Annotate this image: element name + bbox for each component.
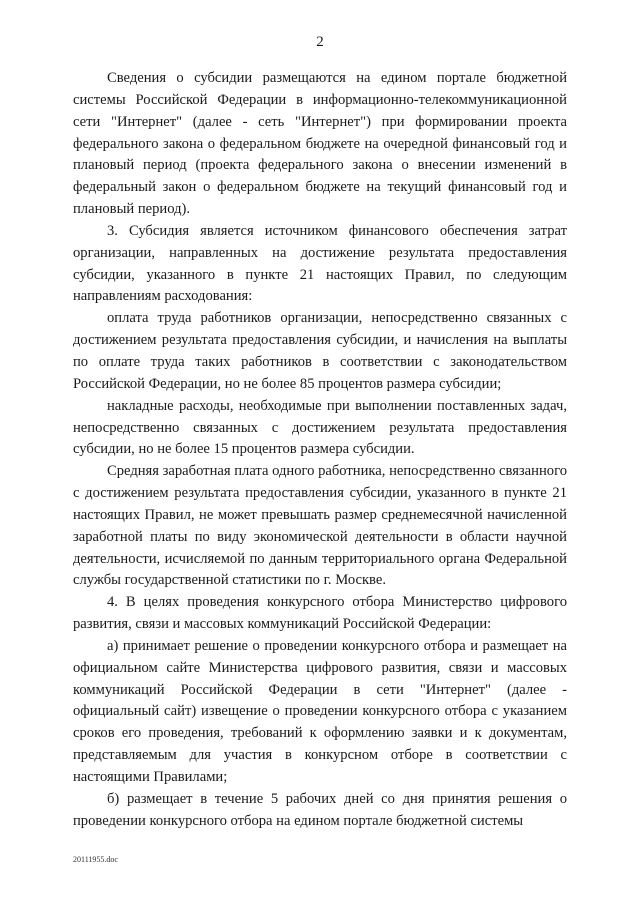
footer-file-name: 20111955.doc bbox=[73, 855, 118, 864]
paragraph-subsidy-info: Сведения о субсидии размещаются на едином портале бюджетной системы Российской Федерации в информационно-телекоммуникационной сети "Интернет" (далее - сеть "Интернет") при формировании проекта федерального закона о федеральном бюджете на очередной финансовый год и плановый период (проекта федерального закона о внесении изменений в федеральный закон о федеральном бюджете на текущий финансовый год и плановый период). bbox=[73, 70, 567, 218]
paragraph-item-4: 4. В целях проведения конкурсного отбора Министерство цифрового развития, связи и массовых коммуникаций Российской Федерации: bbox=[73, 594, 567, 633]
paragraph-item-3: 3. Субсидия является источником финансового обеспечения затрат организации, направленных на достижение результата предоставления субсидии, указанного в пункте 21 настоящих Правил, по следующим направлениям расходования: bbox=[73, 222, 567, 305]
document-body bbox=[73, 68, 567, 833]
paragraph-item-4b: б) размещает в течение 5 рабочих дней со дня принятия решения о проведении конкурсного отбора на едином портале бюджетной системы bbox=[73, 790, 567, 829]
paragraph-item-4a: а) принимает решение о проведении конкурсного отбора и размещает на официальном сайте Министерства цифрового развития, связи и массовых коммуникаций Российской Федерации в сети "Интернет" (далее - официальный сайт) извещение о проведении конкурсного отбора с указанием сроков его проведения, требований к оформлению заявки и к документам, представляемым для участия в конкурсном отборе в соответствии с настоящими Правилами; bbox=[73, 637, 567, 785]
paragraph-labor-costs: оплата труда работников организации, непосредственно связанных с достижением результата предоставления субсидии, и начисления на выплаты по оплате труда таких работников в соответствии с законодательством Российской Федерации, но не более 85 процентов размера субсидии; bbox=[73, 310, 567, 392]
paragraph-average-salary: Средняя заработная плата одного работника, непосредственно связанного с достижением результата предоставления субсидии, указанного в пункте 21 настоящих Правил, не может превышать размер среднемесячной начисленной заработной платы по виду экономической деятельности в области научной деятельности, исчисляемой по данным территориального органа Федеральной службы государственной статистики по г. Москве. bbox=[73, 463, 567, 589]
page-number: 2 bbox=[316, 34, 324, 50]
paragraph-overhead-costs: накладные расходы, необходимые при выполнении поставленных задач, непосредственно связанных с достижением результата предоставления субсидии, но не более 15 процентов размера субсидии. bbox=[73, 397, 567, 458]
